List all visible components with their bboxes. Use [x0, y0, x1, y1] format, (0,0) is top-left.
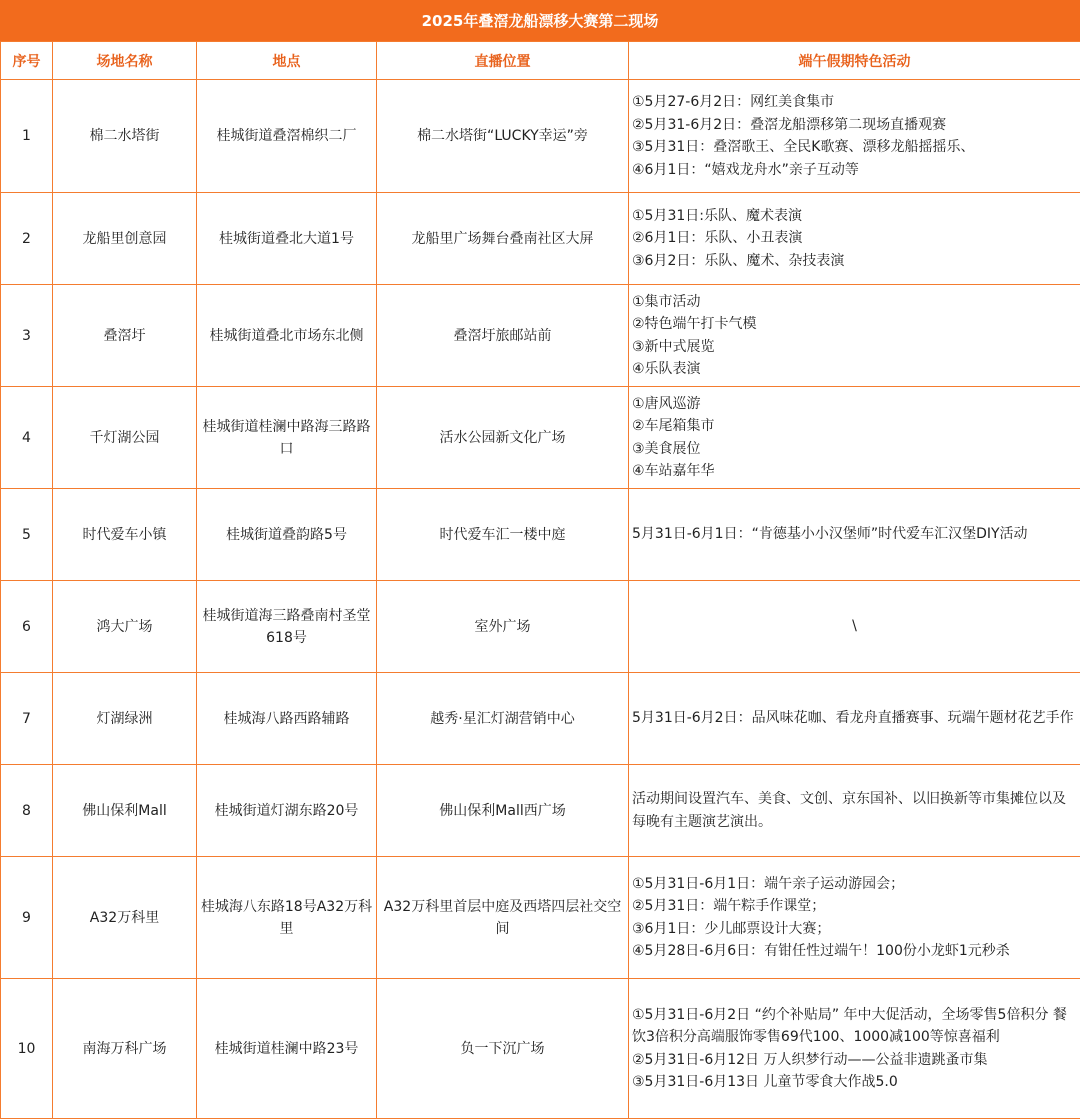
row-number: 9: [1, 857, 53, 979]
venue-location: 桂城街道灯湖东路20号: [197, 765, 377, 857]
activity-item: ①5月27-6月2日：网红美食集市: [632, 94, 835, 110]
activities-cell: [629, 387, 1080, 489]
table-row: [1, 581, 1080, 673]
activity-item: ④5月28日-6月6日：有钳任性过端午！100份小龙虾1元秒杀: [632, 943, 1010, 959]
venue-location: 桂城街道桂澜中路海三路路口: [197, 387, 377, 489]
activity-item: 5月31日-6月2日：品风味花咖、看龙舟直播赛事、玩端午题材花艺手作: [632, 710, 1074, 727]
header-location: 地点: [197, 42, 377, 80]
table-row: [1, 979, 1080, 1119]
activity-item: ④车站嘉年华: [632, 463, 715, 479]
live-position: 活水公园新文化广场: [377, 387, 629, 489]
activities-cell: [629, 765, 1080, 857]
venue-location: 桂城街道叠韵路5号: [197, 489, 377, 581]
live-position: 棉二水塔街“LUCKY幸运”旁: [377, 80, 629, 193]
table-row: [1, 857, 1080, 979]
activities-cell: [629, 581, 1080, 673]
venue-location: 桂城海八路西路辅路: [197, 673, 377, 765]
activities-cell: [629, 979, 1080, 1119]
table-row: [1, 489, 1080, 581]
table-row: [1, 193, 1080, 285]
venue-name: 灯湖绿洲: [53, 673, 197, 765]
row-number: 6: [1, 581, 53, 673]
venue-name: 棉二水塔街: [53, 80, 197, 193]
live-position: 负一下沉广场: [377, 979, 629, 1119]
activity-item: 活动期间设置汽车、美食、文创、京东国补、以旧换新等市集摊位以及每晚有主题演艺演出。: [632, 791, 1066, 830]
header-venue-name: 场地名称: [53, 42, 197, 80]
header-activities: 端午假期特色活动: [629, 42, 1080, 80]
activity-item: ③6月1日：少儿邮票设计大赛；: [632, 920, 831, 937]
venue-name: 南海万科广场: [53, 979, 197, 1119]
venue-table: [0, 41, 1080, 1119]
activity-item: ①唐风巡游: [632, 395, 701, 412]
activity-item: 5月31日-6月1日：“肯德基小小汉堡师”时代爱车汇汉堡DIY活动: [632, 526, 1028, 543]
activities-cell: [629, 857, 1080, 979]
row-number: 4: [1, 387, 53, 489]
activities-cell: [629, 193, 1080, 285]
table-row: [1, 765, 1080, 857]
venue-location: 桂城街道海三路叠南村圣堂618号: [197, 581, 377, 673]
activity-item: ③5月31日-6月13日 儿童节零食大作战5.0: [632, 1074, 898, 1090]
activities-cell: [629, 673, 1080, 765]
header-live-position: 直播位置: [377, 42, 629, 80]
venue-name: 龙船里创意园: [53, 193, 197, 285]
row-number: 5: [1, 489, 53, 581]
activities-cell: [629, 285, 1080, 387]
activity-item: \: [852, 618, 857, 635]
row-number: 3: [1, 285, 53, 387]
live-position: 时代爱车汇一楼中庭: [377, 489, 629, 581]
row-number: 10: [1, 979, 53, 1119]
venue-location: 桂城街道叠北市场东北侧: [197, 285, 377, 387]
activity-item: ③5月31日：叠滘歌王、全民K歌赛、漂移龙船摇摇乐、: [632, 139, 975, 155]
activity-item: ②5月31-6月2日：叠滘龙船漂移第二现场直播观赛: [632, 116, 947, 133]
table-title: 2025年叠滘龙船漂移大赛第二现场: [0, 0, 1080, 41]
row-number: 7: [1, 673, 53, 765]
live-position: 叠滘圩旅邮站前: [377, 285, 629, 387]
live-position: 室外广场: [377, 581, 629, 673]
header-no: 序号: [1, 42, 53, 80]
row-number: 1: [1, 80, 53, 193]
venue-location: 桂城街道叠北大道1号: [197, 193, 377, 285]
header-row: [1, 42, 1080, 80]
activity-item: ①5月31日:乐队、魔术表演: [632, 207, 802, 224]
activity-item: ④乐队表演: [632, 361, 701, 377]
venue-name: 千灯湖公园: [53, 387, 197, 489]
activity-item: ①5月31日-6月1日：端午亲子运动游园会；: [632, 875, 905, 892]
activity-item: ②特色端午打卡气模: [632, 316, 757, 332]
table-row: [1, 285, 1080, 387]
activity-item: ②6月1日：乐队、小丑表演: [632, 230, 803, 247]
activity-item: ③6月2日：乐队、魔术、杂技表演: [632, 252, 845, 269]
table-row: [1, 387, 1080, 489]
activity-item: ②5月31日：端午粽手作课堂；: [632, 898, 826, 914]
venue-location: 桂城街道桂澜中路23号: [197, 979, 377, 1119]
activity-item: ②5月31日-6月12日 万人织梦行动——公益非遗跳蚤市集: [632, 1051, 988, 1068]
live-position: 越秀·星汇灯湖营销中心: [377, 673, 629, 765]
row-number: 2: [1, 193, 53, 285]
activity-item: ③新中式展览: [632, 338, 715, 355]
venue-name: 鸿大广场: [53, 581, 197, 673]
live-position: 龙船里广场舞台叠南社区大屏: [377, 193, 629, 285]
table-row: [1, 673, 1080, 765]
activity-item: ①5月31日-6月2日 “约个补贴局” 年中大促活动，全场零售5倍积分 餐饮3倍积分高端服饰零售69代100、1000减100等惊喜福利: [632, 1006, 1067, 1045]
live-position: A32万科里首层中庭及西塔四层社交空间: [377, 857, 629, 979]
activities-cell: [629, 489, 1080, 581]
activity-item: ③美食展位: [632, 440, 701, 457]
activities-cell: [629, 80, 1080, 193]
activity-item: ②车尾箱集市: [632, 418, 715, 434]
venue-name: 佛山保利Mall: [53, 765, 197, 857]
row-number: 8: [1, 765, 53, 857]
venue-location: 桂城街道叠滘棉织二厂: [197, 80, 377, 193]
venue-name: A32万科里: [53, 857, 197, 979]
venue-location: 桂城海八东路18号A32万科里: [197, 857, 377, 979]
activity-item: ①集市活动: [632, 293, 701, 310]
venue-name: 时代爱车小镇: [53, 489, 197, 581]
activity-item: ④6月1日：“嬉戏龙舟水”亲子互动等: [632, 161, 859, 178]
table-row: [1, 80, 1080, 193]
live-position: 佛山保利Mall西广场: [377, 765, 629, 857]
venue-name: 叠滘圩: [53, 285, 197, 387]
